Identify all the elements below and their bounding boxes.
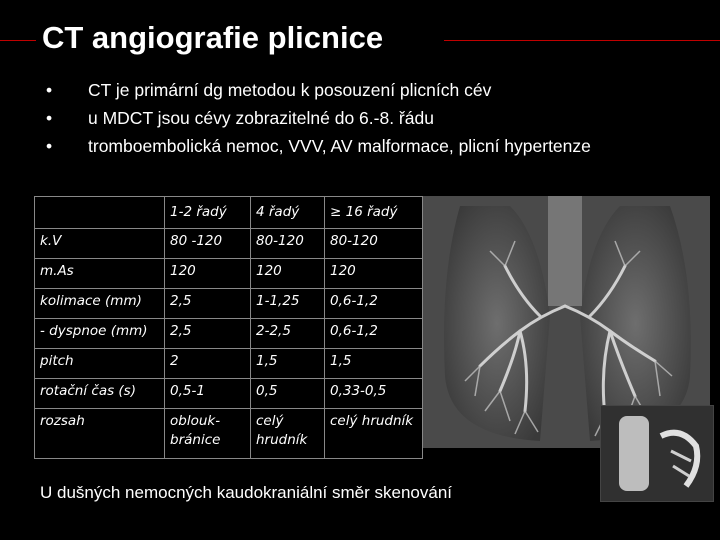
table-cell: 2,5 — [165, 319, 251, 349]
table-cell: 2-2,5 — [251, 319, 325, 349]
bullet-list — [44, 76, 591, 160]
table-cell: rotační čas (s) — [35, 379, 165, 409]
bullet-text: u MDCT jsou cévy zobrazitelné do 6.-8. řádu — [88, 108, 434, 128]
slide-title: CT angiografie plicnice — [42, 20, 384, 55]
table-row — [35, 379, 423, 409]
footer-note: U dušných nemocných kaudokraniální směr skenování — [40, 483, 452, 502]
table-cell: 0,5-1 — [165, 379, 251, 409]
bullet-item — [44, 76, 591, 104]
table-cell: 2,5 — [165, 289, 251, 319]
table-cell: rozsah — [35, 409, 165, 459]
table-header-row — [35, 197, 423, 229]
ct-inset-image — [600, 405, 714, 502]
table-cell: celý hrudník — [251, 409, 325, 459]
table-cell: 1,5 — [325, 349, 423, 379]
table-row — [35, 349, 423, 379]
title-accent-line-left — [0, 40, 36, 41]
table-cell: pitch — [35, 349, 165, 379]
table-row — [35, 289, 423, 319]
table-header-cell: 1-2 řadý — [165, 197, 251, 229]
bullet-text: tromboembolická nemoc, VVV, AV malformace, plicní hypertenze — [88, 136, 591, 156]
table-row — [35, 409, 423, 459]
table-cell: kolimace (mm) — [35, 289, 165, 319]
table-cell: - dyspnoe (mm) — [35, 319, 165, 349]
bullet-item — [44, 104, 591, 132]
table-cell: m.As — [35, 259, 165, 289]
table-cell: 1-1,25 — [251, 289, 325, 319]
title-accent-line-right — [444, 40, 720, 41]
table-cell: 2 — [165, 349, 251, 379]
table-cell: oblouk-bránice — [165, 409, 251, 459]
ct-parameters-table — [34, 196, 423, 459]
table-row — [35, 259, 423, 289]
bullet-icon: • — [46, 108, 53, 128]
table-header-cell — [35, 197, 165, 229]
table-row — [35, 319, 423, 349]
table-cell: 0,6-1,2 — [325, 289, 423, 319]
table-cell: 120 — [251, 259, 325, 289]
table-header-cell: ≥ 16 řadý — [325, 197, 423, 229]
table-cell: 120 — [165, 259, 251, 289]
table-row — [35, 229, 423, 259]
table-cell: 80 -120 — [165, 229, 251, 259]
bullet-icon: • — [46, 136, 53, 156]
table-cell: 120 — [325, 259, 423, 289]
table-cell: celý hrudník — [325, 409, 423, 459]
table-cell: 80-120 — [251, 229, 325, 259]
table-header-cell: 4 řadý — [251, 197, 325, 229]
bullet-item — [44, 132, 591, 160]
bullet-icon: • — [46, 80, 53, 100]
table-cell: 0,5 — [251, 379, 325, 409]
table-cell: 1,5 — [251, 349, 325, 379]
table-cell: 0,33-0,5 — [325, 379, 423, 409]
table-cell: k.V — [35, 229, 165, 259]
table-cell: 80-120 — [325, 229, 423, 259]
bullet-text: CT je primární dg metodou k posouzení plicních cév — [88, 80, 492, 100]
table-cell: 0,6-1,2 — [325, 319, 423, 349]
